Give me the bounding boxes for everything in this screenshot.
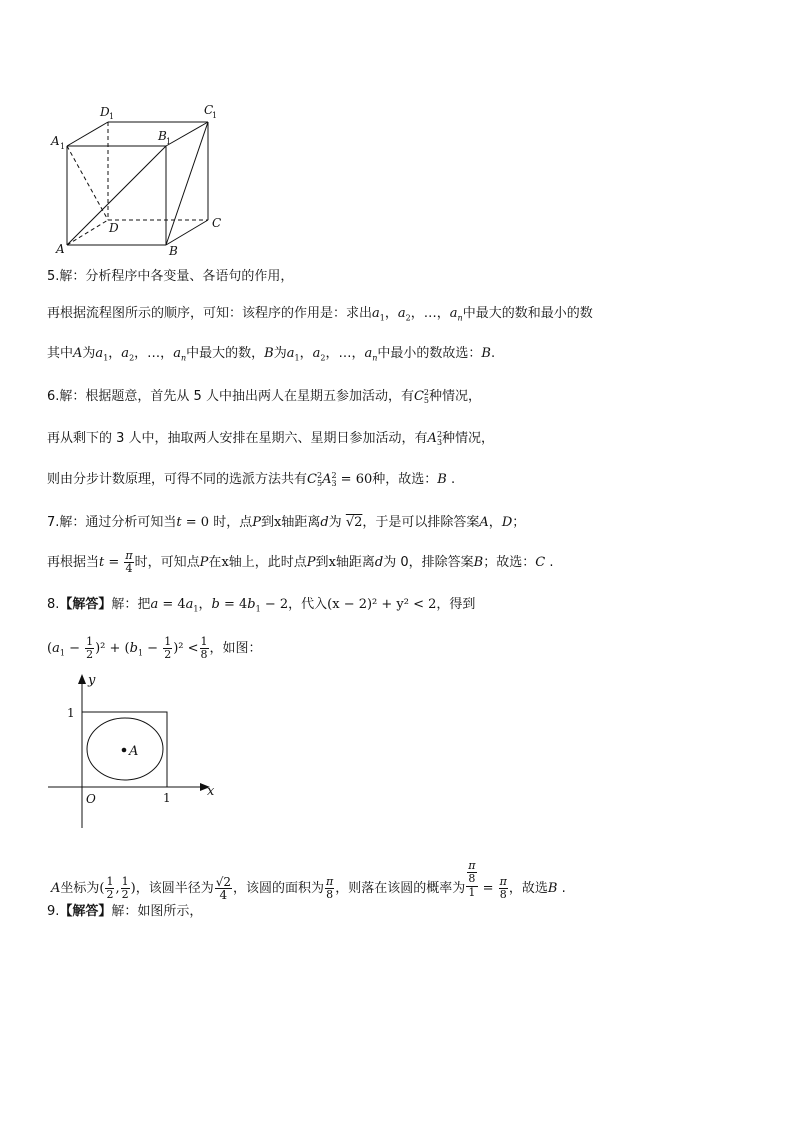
math-expr: − 2 — [260, 597, 289, 612]
math-sub: 2 — [405, 313, 411, 323]
punct: ， — [384, 306, 398, 321]
frac-num: 1 — [164, 635, 172, 648]
math-sub: 5 — [316, 478, 323, 488]
graph-label-origin: O — [86, 792, 96, 806]
frac-num — [466, 860, 477, 887]
cube-label-b1-sub: 1 — [166, 137, 172, 146]
math-var: a — [185, 597, 194, 612]
math-expr: = 4 — [219, 597, 248, 612]
cube-label-d: D — [109, 221, 119, 235]
math-var: a — [312, 346, 321, 361]
math-var: b — [211, 597, 220, 612]
frac-num: 1 — [86, 635, 94, 648]
frac-den: 4 — [219, 888, 228, 902]
punct: ； — [512, 515, 526, 530]
s7-text: 为 0，排除答案 — [383, 555, 474, 570]
answer: B — [547, 881, 558, 896]
frac-num: π — [326, 875, 334, 888]
cube-figure — [48, 100, 238, 260]
math-sup: 2 — [331, 470, 337, 480]
answer: C — [535, 555, 546, 570]
s7-text: 再根据当 — [47, 555, 100, 570]
cube-label-b1: B — [158, 129, 167, 143]
s8-line3 — [51, 860, 566, 901]
fraction — [325, 876, 334, 901]
cube-label-c1-sub: 1 — [212, 111, 218, 120]
math-var: b — [247, 597, 256, 612]
s7-text: 时，可知点 — [134, 555, 200, 570]
s7-text: 为 — [328, 515, 342, 530]
punct: . — [549, 555, 554, 570]
math-paren: ( — [99, 881, 105, 896]
coordinate-graph — [44, 670, 224, 830]
math-op: − — [143, 641, 163, 656]
math-var: x — [221, 555, 229, 570]
math-var: a — [286, 346, 295, 361]
s5-text: 中最大的数， — [186, 346, 265, 361]
math-sup: 2 — [316, 470, 323, 480]
fraction — [215, 876, 232, 901]
math-var: P — [199, 555, 209, 570]
compound-fraction — [466, 860, 477, 899]
s6-text: 则由分步计数原理，可得不同的选派方法共有 — [47, 472, 308, 487]
math-sub: 1 — [255, 604, 261, 614]
frac-num: π — [499, 875, 507, 888]
math-sub: 1 — [193, 604, 199, 614]
cube-label-a: A — [56, 242, 65, 256]
cube-label-a1: A — [51, 134, 60, 148]
frac-num: 1 — [121, 875, 129, 888]
punct: ， — [410, 306, 424, 321]
s8-text: ，则落在该圆的概率为 — [335, 881, 466, 896]
s7-line1 — [47, 514, 525, 532]
frac-num: 1 — [200, 635, 208, 648]
s5-text: 为 — [82, 346, 96, 361]
fraction — [467, 860, 476, 885]
frac-den: 1 — [468, 886, 476, 899]
math-sub: 1 — [59, 648, 65, 658]
math-expr: = 4 — [158, 597, 186, 612]
s6-text: 种情况， — [429, 389, 482, 404]
math-sub: 1 — [294, 353, 300, 363]
fraction — [105, 876, 114, 901]
s7-line2 — [47, 550, 553, 575]
math-paren: ( — [47, 641, 53, 656]
s6-text: 再从剩下的 3 人中，抽取两人安排在星期六、星期日参加活动，有 — [47, 431, 428, 446]
punct: ， — [108, 346, 122, 361]
math-expr: = 0 — [181, 515, 210, 530]
fraction — [499, 876, 508, 901]
math-var: a — [372, 306, 380, 321]
answer: B — [437, 472, 447, 487]
s7-text: 时，点 — [209, 515, 253, 530]
math-sub: 1 — [379, 313, 385, 323]
s8-text: ，该圆的面积为 — [233, 881, 325, 896]
math-sub: 1 — [103, 353, 109, 363]
math-sub: 2 — [129, 353, 135, 363]
math-var: x — [328, 555, 336, 570]
s8-text: 解：把 — [111, 597, 151, 612]
answer: B — [481, 346, 491, 361]
s5-text: 5.解：分析程序中各变量、各语句的作用， — [47, 269, 294, 284]
punct: ， — [351, 346, 365, 361]
math-var: A — [322, 472, 332, 487]
math-var: a — [173, 346, 181, 361]
math-expr: (x − 2)² + y² < 2 — [327, 597, 437, 612]
s7-text: ；故选： — [483, 555, 536, 570]
graph-label-one-y: 1 — [67, 706, 75, 720]
math-var: a — [52, 641, 60, 656]
math-expr: = 60 — [336, 472, 373, 487]
math-paren: ) — [130, 881, 136, 896]
math-sub: 5 — [423, 395, 429, 405]
math-var: A — [73, 346, 83, 361]
cube-label-a1-sub: 1 — [60, 142, 66, 151]
graph-label-x: x — [207, 784, 215, 799]
s5-line1 — [47, 268, 293, 286]
math-expr: )² + ( — [95, 641, 130, 656]
s8-text: ，故选 — [508, 881, 548, 896]
frac-den: 2 — [164, 648, 172, 661]
math-op: − — [64, 641, 85, 656]
s7-text: 7.解：通过分析可知当 — [47, 515, 177, 530]
math-var: A — [427, 431, 437, 446]
punct: ， — [436, 306, 450, 321]
s9-line1 — [47, 903, 202, 921]
punct: . — [450, 472, 456, 487]
answer-bracket: 【解答】 — [59, 597, 112, 612]
math-sqrt: √2 — [345, 515, 363, 530]
punct: ， — [160, 346, 174, 361]
math-sub: 2 — [320, 353, 326, 363]
graph-label-point-a: A — [129, 744, 139, 759]
math-var: B — [473, 555, 484, 570]
s7-text: ，于是可以排除答案 — [362, 515, 480, 530]
s7-text: 到 — [260, 515, 274, 530]
math-var: B — [264, 346, 274, 361]
cube-label-c1: C — [204, 103, 214, 117]
math-sup: 2 — [423, 387, 429, 397]
punct: ， — [134, 346, 148, 361]
graph-label-y: y — [88, 673, 96, 688]
math-var: C — [413, 389, 424, 404]
s5-text: 中最大的数和最小的数 — [462, 306, 593, 321]
math-var: P — [306, 555, 316, 570]
s8-text: ，如图： — [209, 641, 262, 656]
cube-label-d1-sub: 1 — [109, 112, 115, 121]
s7-text: 轴距离 — [335, 555, 375, 570]
punct: ， — [488, 515, 502, 530]
cube-label-b: B — [169, 244, 178, 258]
s6-text: 种情况， — [442, 431, 495, 446]
punct: . — [490, 346, 496, 361]
punct: , — [115, 881, 120, 896]
frac-den: 8 — [326, 888, 334, 901]
math-var: D — [501, 515, 513, 530]
math-expr: = — [104, 555, 124, 570]
s8-text: ，该圆半径为 — [135, 881, 214, 896]
s8-text: 8. — [47, 597, 60, 612]
ellipsis: … — [147, 346, 161, 361]
s7-text: 到 — [315, 555, 329, 570]
s8-line1 — [47, 596, 475, 614]
frac-den: 8 — [499, 888, 507, 901]
s6-line1 — [47, 388, 481, 406]
math-var: P — [252, 515, 261, 530]
s7-text: 轴距离 — [281, 515, 321, 530]
s8-text: ，代入 — [288, 597, 328, 612]
frac-den: 2 — [121, 888, 129, 901]
s9-text: 9. — [47, 904, 60, 919]
s6-line2 — [47, 430, 494, 448]
math-sub: 1 — [137, 648, 144, 658]
math-var: C — [307, 472, 317, 487]
math-sup: 2 — [436, 429, 443, 439]
math-var: a — [95, 346, 104, 361]
s5-text: 为 — [273, 346, 287, 361]
s7-text: 轴上，此时点 — [228, 555, 307, 570]
math-expr: )² < — [173, 641, 199, 656]
s6-text: 6.解：根据题意，首先从 5 人中抽出两人在星期五参加活动，有 — [47, 389, 414, 404]
s5-text: 其中 — [47, 346, 74, 361]
math-sub: 3 — [331, 478, 337, 488]
math-var: a — [150, 597, 159, 612]
math-var: x — [273, 515, 282, 530]
math-sub: n — [180, 353, 187, 363]
frac-den: 8 — [200, 648, 208, 661]
s6-text: 种，故选： — [372, 472, 438, 487]
punct: ， — [198, 597, 212, 612]
ellipsis: … — [338, 346, 352, 361]
math-var: b — [129, 641, 138, 656]
punct: . — [561, 881, 566, 896]
frac-num: √2 — [215, 875, 231, 889]
math-var: A — [479, 515, 489, 530]
fraction — [121, 876, 130, 901]
math-var: d — [320, 515, 329, 530]
frac-den: 2 — [106, 888, 114, 901]
s9-text: 解：如图所示， — [111, 904, 203, 919]
s5-line2 — [47, 305, 593, 323]
s5-line3 — [47, 345, 495, 363]
frac-num: π — [468, 859, 476, 872]
math-var: a — [121, 346, 130, 361]
math-var: t — [176, 515, 182, 530]
math-var: d — [374, 555, 384, 570]
math-sub: 3 — [436, 437, 443, 447]
math-var: t — [99, 555, 105, 570]
frac-num: π — [125, 549, 133, 562]
fraction — [200, 636, 209, 661]
fraction — [85, 636, 94, 661]
s8-text: ，得到 — [436, 597, 476, 612]
s7-text: 在 — [208, 555, 222, 570]
math-var: A — [51, 881, 61, 896]
math-sub: n — [372, 353, 378, 363]
s5-text: 中最小的数故选： — [377, 346, 482, 361]
fraction — [124, 550, 133, 575]
frac-den: 2 — [86, 648, 94, 661]
math-var: a — [449, 306, 458, 321]
s5-text: 再根据流程图所示的顺序，可知：该程序的作用是：求出 — [47, 306, 373, 321]
frac-num: 1 — [106, 875, 114, 888]
answer-bracket: 【解答】 — [59, 904, 112, 919]
s6-line3 — [47, 471, 455, 489]
math-sub: n — [457, 313, 463, 323]
cube-label-d1: D — [100, 105, 110, 119]
math-var: a — [364, 346, 373, 361]
s8-text: 坐标为 — [60, 881, 100, 896]
punct: ， — [325, 346, 339, 361]
ellipsis: … — [423, 306, 437, 321]
math-op: = — [478, 881, 498, 896]
frac-den: 4 — [125, 562, 133, 575]
math-var: a — [397, 306, 406, 321]
cube-label-c: C — [212, 216, 222, 230]
frac-den: 8 — [468, 872, 476, 885]
fraction — [163, 636, 172, 661]
s8-line2 — [47, 636, 262, 661]
graph-label-one-x: 1 — [163, 791, 171, 805]
punct: ， — [299, 346, 313, 361]
